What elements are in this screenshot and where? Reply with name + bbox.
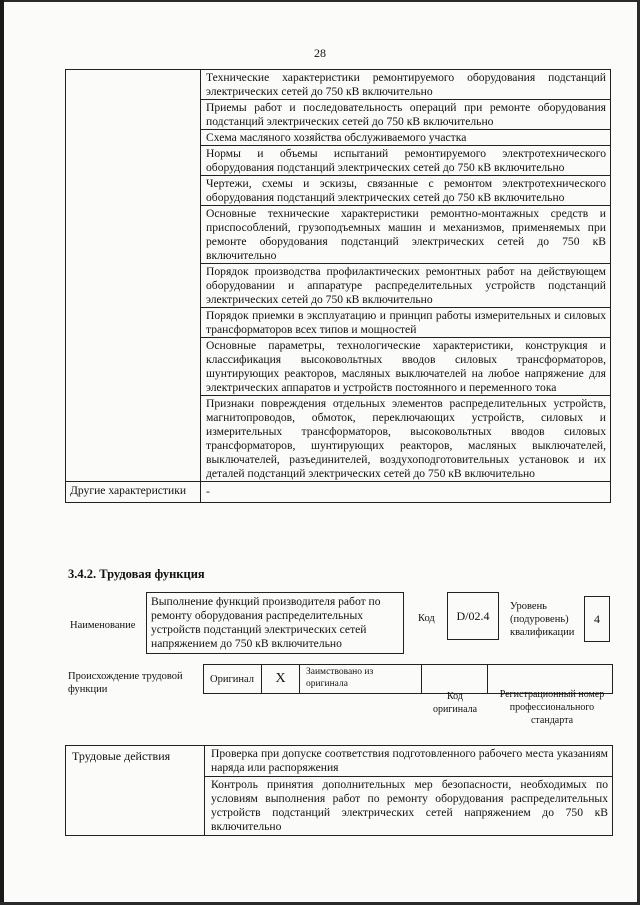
origin-code-cell [422,665,488,693]
function-code-label: Код [418,613,435,624]
qualification-level-value: 4 [584,596,610,642]
other-characteristics-label: Другие характеристики [70,484,187,497]
table-row [66,746,613,836]
origin-label: Происхождение трудовой функции [68,671,183,695]
other-characteristics-label-cell [66,482,201,503]
list-item: Приемы работ и последовательность операций при ремонте оборудования подстанций электрических сетей до 750 кВ включительно [201,100,610,130]
list-item: Признаки повреждения отдельных элементов распределительных устройств, магнитопроводов, обмоток, переключающих устройств, силовых и измерительных трансформаторов, высоковольтных вводов силовых трансформаторов, шунтирующих реакторов, масляных выключателей, выключателей, разъединителей, воздухоподготовительных установок и их деталей подстанций электрических сетей до 750 кВ включительно [206,397,606,480]
labor-actions-cell [205,746,613,836]
page-number: 28 [314,46,326,60]
list-item: Порядок производства профилактических ремонтных работ на действующем оборудовании и аппаратуре распределительных устройств подстанций электрических сетей до 750 кВ включительно [201,264,610,308]
function-name-label: Наименование [70,620,136,631]
table-row [66,70,611,482]
labor-actions-label: Трудовые действия [72,749,171,763]
table-row [66,482,611,503]
other-characteristics-value: - [206,485,210,498]
list-item: Технические характеристики ремонтируемого оборудования подстанций электрических сетей до 750 кВ включительно [201,70,610,100]
scan-edge-left [0,0,4,905]
section-heading: 3.4.2. Трудовая функция [68,567,205,581]
list-item: Основные параметры, технологические характеристики, конструкция и классификация высоковольтных вводов силовых трансформаторов, шунтирующих реакторов, масляных выключателей на любое напряжение для электрических аппаратов и устройств постоянного и переменного тока [201,338,610,396]
list-item: Нормы и объемы испытаний ремонтируемого электротехнического оборудования подстанций электрических сетей до 750 кВ включительно [201,146,610,176]
labor-actions-label-cell [66,746,205,836]
origin-original-mark: X [262,665,300,693]
labor-actions-table [65,745,613,836]
table-left-cell [66,70,201,482]
list-item: Контроль принятия дополнительных мер безопасности, необходимых по условиям выполнения работ по ремонту оборудования распределительных устройств подстанций электрических сетей напряжением до 750 кВ включительно [211,778,608,833]
list-item: Проверка при допуске соответствия подготовленного рабочего места указаниям наряда или распоряжения [205,746,612,777]
origin-code-caption: Код оригинала [432,691,478,715]
list-item: Чертежи, схемы и эскизы, связанные с ремонтом электротехнического оборудования подстанций электрических сетей до 750 кВ включительно [201,176,610,206]
other-characteristics-value-cell [201,482,611,503]
scan-edge-top [0,0,640,2]
required-knowledge-table [65,69,611,503]
list-item: Основные технические характеристики ремонтно-монтажных средств и приспособлений, грузоподъемных машин и механизмов, применяемых при ремонте оборудования подстанций электрических сетей до 750 кВ включительно [201,206,610,264]
origin-registration-caption: Регистрационный номер профессионального стандарта [499,689,605,726]
list-item: Схема масляного хозяйства обслуживаемого участка [201,130,610,146]
list-item: Порядок приемки в эксплуатацию и принцип работы измерительных и силовых трансформаторов всех типов и мощностей [201,308,610,338]
qualification-level-label: Уровень (подуровень) квалификации [510,601,575,638]
function-code-value: D/02.4 [447,592,499,640]
function-name-value: Выполнение функций производителя работ по ремонту оборудования распределительных устройств подстанций электрических сетей напряжением до 750 кВ включительно [146,592,404,654]
requirements-cell [201,70,611,482]
origin-original-label: Оригинал [204,665,262,693]
origin-borrowed-label: Заимствовано из оригинала [300,665,422,693]
